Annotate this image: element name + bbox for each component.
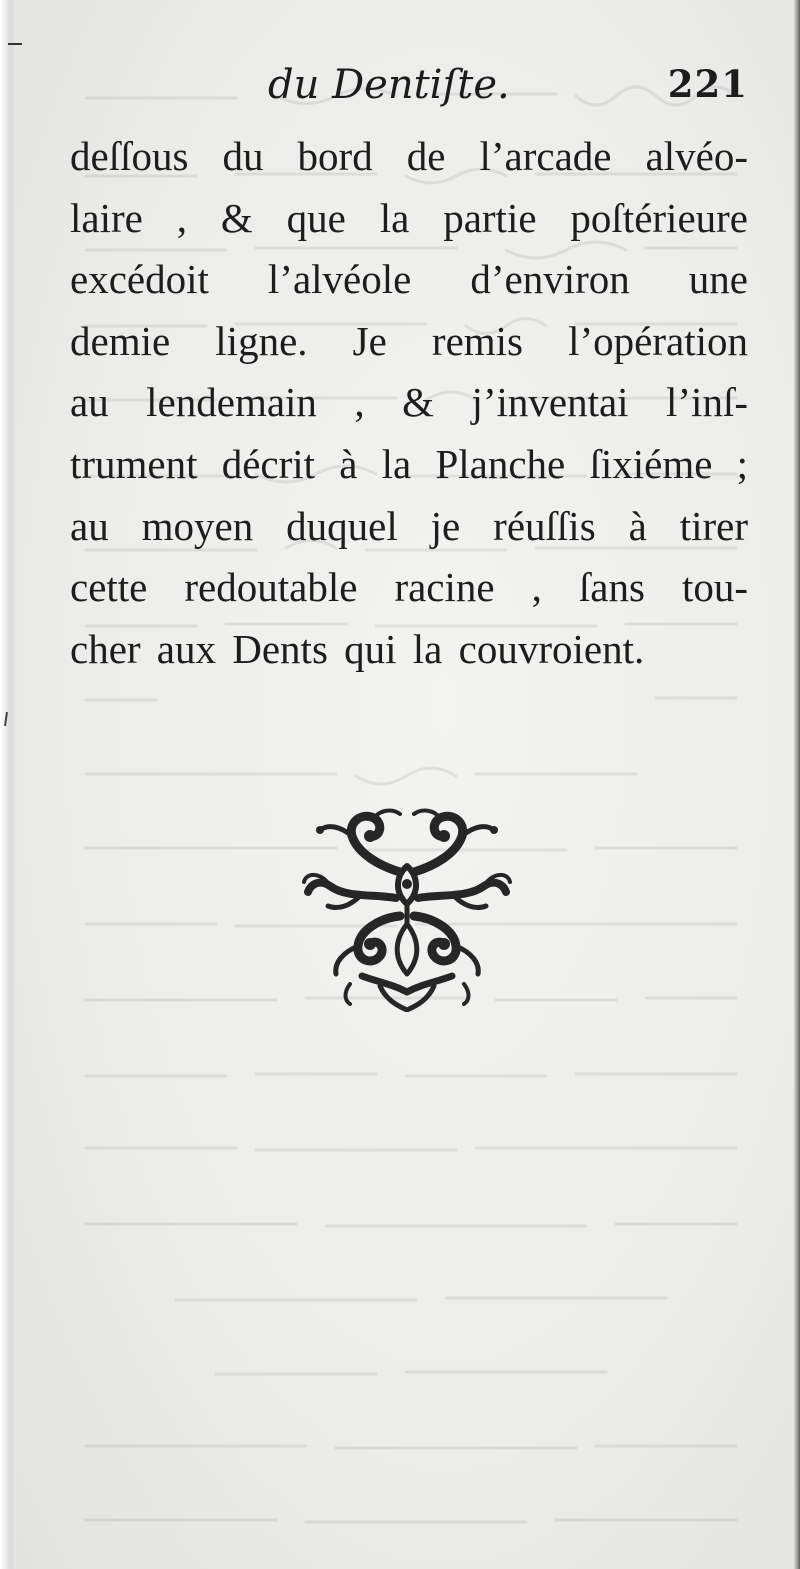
- body-paragraph: [70, 126, 748, 680]
- text-line: laire , & que la partie poſtérieure: [70, 194, 748, 241]
- fleuron-ornament-icon: [300, 806, 514, 1012]
- text-line: cher aux Dents qui la couvroient.: [70, 625, 645, 672]
- text-line: au lendemain , & j’inventai l’inſ-: [70, 379, 748, 426]
- running-title: du Dentiſte.: [268, 62, 510, 108]
- text-line: excédoit l’alvéole d’environ une: [70, 256, 748, 303]
- text-line: deſſous du bord de l’arcade alvéo-: [70, 133, 748, 179]
- text-line: au moyen duquel je réuſſis à tirer: [70, 502, 748, 549]
- page-header: [70, 62, 748, 118]
- binding-shadow: [0, 0, 16, 1569]
- margin-mark: [8, 43, 22, 45]
- text-line: trument décrit à la Planche ſixiéme ;: [70, 440, 748, 487]
- fleuron-drawing: [300, 806, 514, 1012]
- page-number: 221: [667, 62, 748, 106]
- text-line: demie ligne. Je remis l’opération: [70, 317, 748, 364]
- text-line: cette redoutable racine , ſans tou-: [70, 564, 748, 611]
- page-edge: [794, 0, 800, 1569]
